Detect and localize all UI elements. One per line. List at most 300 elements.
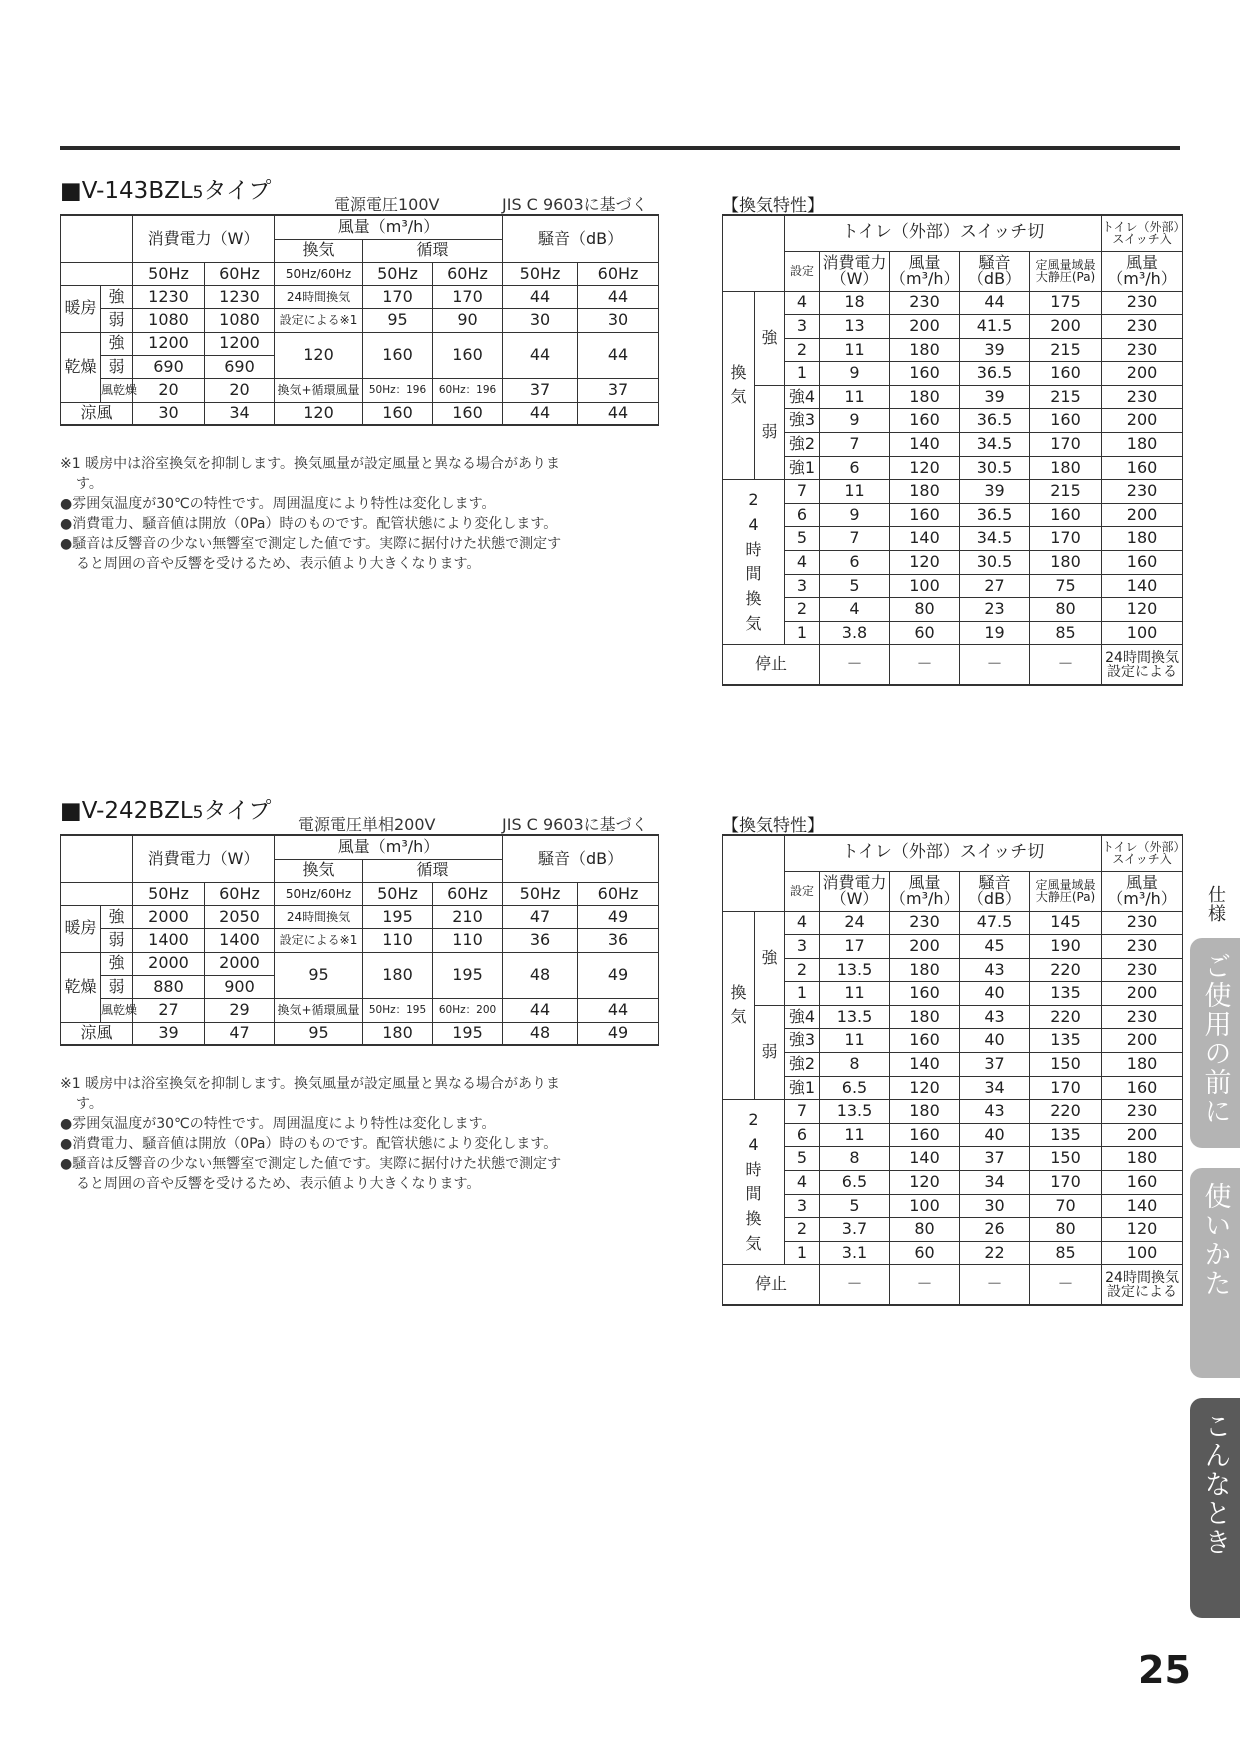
cell: 49	[578, 1022, 659, 1045]
cell: 24時間換気	[275, 906, 363, 929]
cell: 11	[820, 982, 890, 1006]
vent-lbl-strong: 強	[755, 911, 785, 1005]
cell: 44	[503, 999, 578, 1022]
cell: 6.5	[820, 1171, 890, 1195]
cell: 11	[820, 385, 890, 409]
cell: 27	[133, 999, 205, 1022]
vent-h-power-line2: （W）	[830, 889, 879, 908]
cell: 1200	[133, 332, 205, 355]
spec-blank	[61, 882, 133, 905]
cell: 200	[1102, 503, 1183, 527]
cell: 180	[1030, 456, 1102, 480]
cell: 170	[1030, 527, 1102, 551]
spec-hz60: 60Hz	[578, 882, 659, 905]
cell: 160	[890, 503, 960, 527]
cell: 44	[578, 286, 659, 309]
cell: 200	[1102, 362, 1183, 386]
vent-h-toilet-on-line1: トイレ（外部）	[1102, 220, 1186, 235]
cell: 11	[820, 338, 890, 362]
vent-h-flow-line2: （m³/h）	[890, 269, 960, 288]
cell: 170	[433, 286, 503, 309]
cell: －	[820, 1265, 890, 1305]
cell: 1230	[205, 286, 275, 309]
cell: 40	[960, 1123, 1030, 1147]
cell: 140	[890, 433, 960, 457]
cell: 49	[578, 906, 659, 929]
vent-table	[722, 214, 1186, 686]
cell: 9	[820, 409, 890, 433]
cell: 39	[960, 338, 1030, 362]
vent-stop-last-line1: 24時間換気	[1105, 1269, 1179, 1286]
cell: 6.5	[820, 1076, 890, 1100]
cell: 3.7	[820, 1218, 890, 1242]
cell: 40	[960, 1029, 1030, 1053]
cell: 200	[1030, 315, 1102, 339]
vent-corner	[723, 215, 785, 291]
cell: 49	[578, 952, 659, 999]
spec-lbl-cool: 涼風	[61, 1022, 133, 1045]
spec-lbl-heat: 暖房	[61, 286, 101, 333]
cell: 110	[433, 929, 503, 952]
tab-spec[interactable]: 仕様	[1205, 885, 1226, 923]
cell: 230	[890, 911, 960, 935]
vent-h-toilet-off: トイレ（外部）スイッチ切	[785, 835, 1102, 871]
vent-stop-last	[1102, 645, 1183, 685]
vent-h-power-line1: 消費電力	[822, 873, 887, 892]
vent-stop-last	[1102, 1265, 1183, 1305]
cell: 220	[1030, 1100, 1102, 1124]
standard-note: JIS C 9603に基づく	[502, 815, 648, 834]
cell: 160	[433, 402, 503, 425]
cell: 180	[363, 1022, 433, 1045]
cell: 230	[1102, 958, 1183, 982]
cell: 44	[578, 999, 659, 1022]
spec-lbl-winddry: 風乾燥	[101, 379, 133, 402]
vent-h-power	[820, 871, 890, 911]
cell: 34.5	[960, 433, 1030, 457]
cell: 強4	[785, 385, 820, 409]
cell: 50Hz：195	[363, 999, 433, 1022]
cell: 90	[433, 309, 503, 332]
cell: 180	[890, 1100, 960, 1124]
cell: 1	[785, 1241, 820, 1265]
cell: 160	[1030, 409, 1102, 433]
cell: 110	[363, 929, 433, 952]
spec-notes	[60, 1074, 670, 1194]
cell: 180	[363, 952, 433, 999]
cell: 60Hz：200	[433, 999, 503, 1022]
cell: 160	[1102, 551, 1183, 575]
vent-h-toilet-on	[1102, 215, 1186, 251]
spec-hz50: 50Hz	[363, 262, 433, 285]
spec-lbl-weak: 弱	[101, 975, 133, 998]
cell: 48	[503, 1022, 578, 1045]
cell: 200	[890, 935, 960, 959]
cell: 140	[890, 1147, 960, 1171]
cell: 215	[1030, 480, 1102, 504]
vent-lbl-weak: 弱	[755, 385, 785, 479]
cell: 200	[1102, 1029, 1183, 1053]
cell: 230	[1102, 935, 1183, 959]
cell: 1080	[205, 309, 275, 332]
cell: 160	[890, 1029, 960, 1053]
spec-notes	[60, 454, 670, 574]
note: す。	[76, 1096, 103, 1112]
cell: 23	[960, 598, 1030, 622]
cell: 230	[1102, 385, 1183, 409]
vent-stop-last-line2: 設定による	[1107, 663, 1178, 680]
cell: 220	[1030, 958, 1102, 982]
model-title: ■V-242BZL5タイプ	[60, 798, 272, 824]
spec-lbl-heat: 暖房	[61, 906, 101, 953]
spec-hz50: 50Hz	[363, 882, 433, 905]
cell: 39	[960, 480, 1030, 504]
cell: －	[960, 1265, 1030, 1305]
cell: 230	[1102, 338, 1183, 362]
vent-lbl-weak: 弱	[755, 1005, 785, 1099]
cell: 230	[890, 291, 960, 315]
cell: 160	[890, 409, 960, 433]
cell: 37	[960, 1147, 1030, 1171]
cell: －	[1030, 645, 1102, 685]
cell: 160	[890, 982, 960, 1006]
cell: 5	[820, 574, 890, 598]
cell: 150	[1030, 1147, 1102, 1171]
cell: 100	[890, 574, 960, 598]
cell: 43	[960, 958, 1030, 982]
spec-h-power: 消費電力（W）	[133, 215, 275, 262]
cell: 3.1	[820, 1241, 890, 1265]
cell: 17	[820, 935, 890, 959]
cell: 160	[1102, 456, 1183, 480]
cell: 145	[1030, 911, 1102, 935]
vent-h-set: 設定	[785, 871, 820, 911]
cell: 140	[890, 527, 960, 551]
cell: 43	[960, 1100, 1030, 1124]
vent-h-flow-line1: 風量	[908, 873, 941, 892]
cell: 24時間換気	[275, 286, 363, 309]
cell: 140	[1102, 574, 1183, 598]
cell: 175	[1030, 291, 1102, 315]
cell: 44	[503, 402, 578, 425]
standard-note: JIS C 9603に基づく	[502, 195, 648, 214]
vent-lbl-vent: 換気	[723, 911, 755, 1100]
spec-lbl-strong: 強	[101, 952, 133, 975]
vent-stop-last-line2: 設定による	[1107, 1283, 1178, 1300]
cell: 48	[503, 952, 578, 999]
spec-h-noise: 騒音（dB）	[503, 215, 659, 262]
spec-lbl-strong: 強	[101, 332, 133, 355]
model-title: ■V-143BZL5タイプ	[60, 178, 272, 204]
cell: 2	[785, 1218, 820, 1242]
cell: 120	[275, 332, 363, 379]
cell: 80	[890, 598, 960, 622]
cell: 210	[433, 906, 503, 929]
spec-hz60: 60Hz	[433, 882, 503, 905]
spec-h-vent: 換気	[275, 239, 363, 262]
cell: 36	[503, 929, 578, 952]
note: ●雰囲気温度が30℃の特性です。周囲温度により特性は変化します。	[60, 496, 496, 512]
cell: 95	[275, 952, 363, 999]
vent-stop-last-line1: 24時間換気	[1105, 649, 1179, 666]
cell: 4	[785, 551, 820, 575]
cell: 80	[1030, 1218, 1102, 1242]
cell: 44	[960, 291, 1030, 315]
cell: 41.5	[960, 315, 1030, 339]
tab-how-to-use[interactable]: 使いかた	[1190, 1168, 1240, 1378]
cell: 170	[1030, 1171, 1102, 1195]
spec-lbl-dry: 乾燥	[61, 332, 101, 402]
cell: 2	[785, 958, 820, 982]
cell: 85	[1030, 1241, 1102, 1265]
cell: 設定による※1	[275, 309, 363, 332]
cell: 180	[890, 958, 960, 982]
cell: 3	[785, 315, 820, 339]
cell: 230	[1102, 291, 1183, 315]
cell: 140	[1102, 1194, 1183, 1218]
spec-hz60: 60Hz	[205, 882, 275, 905]
note: す。	[76, 476, 103, 492]
cell: 13.5	[820, 958, 890, 982]
cell: 5	[785, 527, 820, 551]
cell: 120	[890, 551, 960, 575]
cell: 30	[578, 309, 659, 332]
note: ると周囲の音や反響を受けるため、表示値より大きくなります。	[76, 1176, 481, 1192]
cell: 120	[890, 1076, 960, 1100]
cell: 9	[820, 503, 890, 527]
cell: 170	[1030, 1076, 1102, 1100]
spec-hz50: 50Hz	[503, 262, 578, 285]
spec-lbl-dry: 乾燥	[61, 952, 101, 1022]
vent-h-pressure-line1: 定風量域最	[1035, 258, 1096, 272]
cell: 30	[503, 309, 578, 332]
spec-hz60: 60Hz	[205, 262, 275, 285]
cell: 3	[785, 935, 820, 959]
cell: 1400	[205, 929, 275, 952]
spec-hz50: 50Hz	[133, 882, 205, 905]
cell: 1080	[133, 309, 205, 332]
note: ●雰囲気温度が30℃の特性です。周囲温度により特性は変化します。	[60, 1116, 496, 1132]
cell: 200	[890, 315, 960, 339]
cell: 100	[1102, 1241, 1183, 1265]
cell: 36.5	[960, 503, 1030, 527]
cell: 34	[960, 1076, 1030, 1100]
spec-table	[60, 834, 659, 1046]
cell: 強1	[785, 456, 820, 480]
vent-h-flow-on	[1102, 251, 1183, 291]
vent-h-power-line1: 消費電力	[822, 253, 887, 272]
spec-lbl-winddry: 風乾燥	[101, 999, 133, 1022]
vent-table	[722, 834, 1186, 1306]
cell: 36.5	[960, 409, 1030, 433]
cell: 6	[820, 456, 890, 480]
cell: 2	[785, 598, 820, 622]
cell: －	[820, 645, 890, 685]
cell: 強3	[785, 409, 820, 433]
note: ●消費電力、騒音値は開放（0Pa）時のものです。配管状態により変化します。	[60, 1136, 558, 1152]
cell: 95	[275, 1022, 363, 1045]
vent-h-flow-on-line2: （m³/h）	[1107, 269, 1177, 288]
page-number: 25	[1138, 1648, 1191, 1692]
spec-hz50: 50Hz	[503, 882, 578, 905]
cell: 換気+循環風量	[275, 999, 363, 1022]
vent-h-pressure-line2: 大静圧(Pa)	[1035, 890, 1096, 904]
cell: 195	[433, 952, 503, 999]
cell: 7	[820, 527, 890, 551]
cell: 19	[960, 621, 1030, 645]
cell: 5	[820, 1194, 890, 1218]
cell: 120	[890, 456, 960, 480]
vent-heading: 【換気特性】	[722, 196, 824, 216]
vent-h-toilet-on-line2: スイッチ入	[1112, 232, 1172, 247]
spec-h-circ: 循環	[363, 239, 503, 262]
cell: 36.5	[960, 362, 1030, 386]
vent-corner	[723, 835, 785, 911]
vent-h-flow-line2: （m³/h）	[890, 889, 960, 908]
cell: 8	[820, 1053, 890, 1077]
cell: 27	[960, 574, 1030, 598]
cell: 180	[1102, 1147, 1183, 1171]
cell: 160	[1030, 503, 1102, 527]
tab-troubleshooting[interactable]: こんなとき	[1190, 1398, 1240, 1618]
spec-h-noise: 騒音（dB）	[503, 835, 659, 882]
spec-lbl-cool: 涼風	[61, 402, 133, 425]
cell: 3	[785, 574, 820, 598]
spec-h-power: 消費電力（W）	[133, 835, 275, 882]
top-rule	[60, 146, 1180, 150]
cell: 160	[890, 362, 960, 386]
cell: 30.5	[960, 551, 1030, 575]
vent-h-pressure	[1030, 251, 1102, 291]
vent-h-toilet-on-line1: トイレ（外部）	[1102, 840, 1186, 855]
cell: 195	[363, 906, 433, 929]
cell: 200	[1102, 1123, 1183, 1147]
cell: 160	[1102, 1171, 1183, 1195]
cell: 75	[1030, 574, 1102, 598]
cell: 135	[1030, 982, 1102, 1006]
cell: －	[1030, 1265, 1102, 1305]
cell: 30.5	[960, 456, 1030, 480]
cell: 2050	[205, 906, 275, 929]
cell: 160	[1030, 362, 1102, 386]
cell: 150	[1030, 1053, 1102, 1077]
cell: 1	[785, 982, 820, 1006]
vent-h-noise-line2: （dB）	[967, 889, 1022, 908]
cell: 37	[960, 1053, 1030, 1077]
cell: 180	[890, 1005, 960, 1029]
cell: 160	[363, 402, 433, 425]
cell: 2000	[205, 952, 275, 975]
cell: 45	[960, 935, 1030, 959]
cell: 1400	[133, 929, 205, 952]
note: ●騒音は反響音の少ない無響室で測定した値です。実際に据付けた状態で測定す	[60, 1156, 562, 1172]
vent-h-pressure-line1: 定風量域最	[1035, 878, 1096, 892]
cell: 4	[785, 911, 820, 935]
cell: 44	[503, 332, 578, 379]
cell: 60	[890, 621, 960, 645]
vent-h-flow-on	[1102, 871, 1183, 911]
vent-h-power	[820, 251, 890, 291]
vent-lbl-vent: 換気	[723, 291, 755, 480]
cell: 換気+循環風量	[275, 379, 363, 402]
spec-hz5060: 50Hz/60Hz	[275, 262, 363, 285]
vent-h-noise-line2: （dB）	[967, 269, 1022, 288]
spec-corner	[61, 835, 133, 882]
vent-h-flow	[890, 871, 960, 911]
vent-h-flow-on-line2: （m³/h）	[1107, 889, 1177, 908]
cell: 120	[1102, 598, 1183, 622]
cell: 44	[578, 402, 659, 425]
cell: 170	[1030, 433, 1102, 457]
cell: 95	[363, 309, 433, 332]
cell: 7	[785, 1100, 820, 1124]
vent-h-toilet-off: トイレ（外部）スイッチ切	[785, 215, 1102, 251]
cell: 7	[785, 480, 820, 504]
cell: 200	[1102, 409, 1183, 433]
cell: 180	[1102, 433, 1183, 457]
cell: 34.5	[960, 527, 1030, 551]
cell: 強3	[785, 1029, 820, 1053]
cell: 180	[890, 385, 960, 409]
cell: 強4	[785, 1005, 820, 1029]
vent-h-power-line2: （W）	[830, 269, 879, 288]
cell: 3	[785, 1194, 820, 1218]
cell: 13	[820, 315, 890, 339]
note: ると周囲の音や反響を受けるため、表示値より大きくなります。	[76, 556, 481, 572]
cell: 47	[205, 1022, 275, 1045]
note: ●騒音は反響音の少ない無響室で測定した値です。実際に据付けた状態で測定す	[60, 536, 562, 552]
cell: 180	[1030, 551, 1102, 575]
cell: 60Hz：196	[433, 379, 503, 402]
vent-h-flow-on-line1: 風量	[1126, 873, 1159, 892]
cell: 設定による※1	[275, 929, 363, 952]
vent-h-set: 設定	[785, 251, 820, 291]
vent-lbl-strong: 強	[755, 291, 785, 385]
cell: 24	[820, 911, 890, 935]
cell: 34	[205, 402, 275, 425]
cell: 140	[890, 1053, 960, 1077]
cell: 120	[890, 1171, 960, 1195]
vent-h-toilet-on-line2: スイッチ入	[1112, 852, 1172, 867]
cell: 160	[433, 332, 503, 379]
spec-hz5060: 50Hz/60Hz	[275, 882, 363, 905]
cell: 6	[785, 503, 820, 527]
cell: 30	[960, 1194, 1030, 1218]
cell: 47	[503, 906, 578, 929]
cell: 13.5	[820, 1005, 890, 1029]
cell: 100	[1102, 621, 1183, 645]
cell: 47.5	[960, 911, 1030, 935]
cell: 26	[960, 1218, 1030, 1242]
cell: 2000	[133, 906, 205, 929]
cell: 690	[133, 355, 205, 378]
cell: 29	[205, 999, 275, 1022]
vent-h-pressure	[1030, 871, 1102, 911]
vent-h-noise	[960, 251, 1030, 291]
cell: 135	[1030, 1029, 1102, 1053]
cell: 190	[1030, 935, 1102, 959]
cell: 120	[1102, 1218, 1183, 1242]
cell: 44	[503, 286, 578, 309]
cell: 4	[820, 598, 890, 622]
cell: 1	[785, 362, 820, 386]
cell: －	[890, 645, 960, 685]
cell: 160	[890, 1123, 960, 1147]
tab-before-use[interactable]: ご使用の前に	[1190, 938, 1240, 1148]
cell: 36	[578, 929, 659, 952]
cell: 180	[890, 338, 960, 362]
cell: 5	[785, 1147, 820, 1171]
